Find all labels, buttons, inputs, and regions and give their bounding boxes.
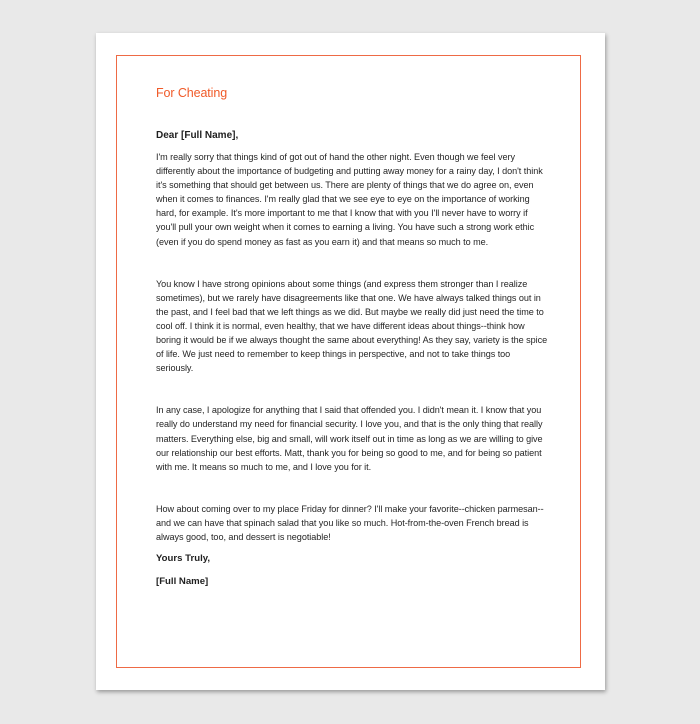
paragraph-1: I'm really sorry that things kind of got out of hand the other night. Even though we feel very differently about the importance of budgeting and putting away money for a rainy day, I don't think it's something that should get between us. There are plenty of things that we do agree on, even when it comes to finances. I'm really glad that we see eye to eye on the importance of working hard, for example. It's more important to me that I know that with you I'll never have to worry if you'll pull your own weight when it comes to earning a living. You have such a strong work ethic (even if you do spend money as fast as you earn it) and that means so much to me. xyxy=(156,152,543,247)
letter-page xyxy=(96,33,605,690)
paragraph-2: You know I have strong opinions about some things (and express them stronger than I realize sometimes), but we rarely have disagreements like that one. We have always talked things out in the past, and I feel bad that we left things as we did. But maybe we really did just need the time to cool off. I think it is normal, even healthy, that we have different ideas about things--think how boring it would be if we always thought the same about everything! As they say, variety is the spice of life. We just need to remember to keep things in perspective, and not to take things too seriously. xyxy=(156,278,548,374)
letter-content xyxy=(156,83,548,589)
salutation: Dear [Full Name], xyxy=(156,130,239,141)
closing: Yours Truly, xyxy=(156,553,211,565)
paragraph-4: How about coming over to my place Friday for dinner? I'll make your favorite--chicken parmesan--and we can have that spinach salad that you like so much. Hot-from-the-oven French bread is always good, too, and dessert is negotiable! xyxy=(156,503,544,542)
signature: [Full Name] xyxy=(156,576,209,588)
paragraph-3: In any case, I apologize for anything that I said that offended you. I didn't mean it. I know that you really do understand my need for financial security. I love you, and that is the only thing that really matters. Everything else, big and small, will work itself out in time as long as we are willing to give our relationship our best efforts. Matt, thank you for being so good to me, and for being so patient with me. It means so much to me, and I love you for it. xyxy=(156,405,543,472)
letter-title: For Cheating xyxy=(156,86,228,100)
